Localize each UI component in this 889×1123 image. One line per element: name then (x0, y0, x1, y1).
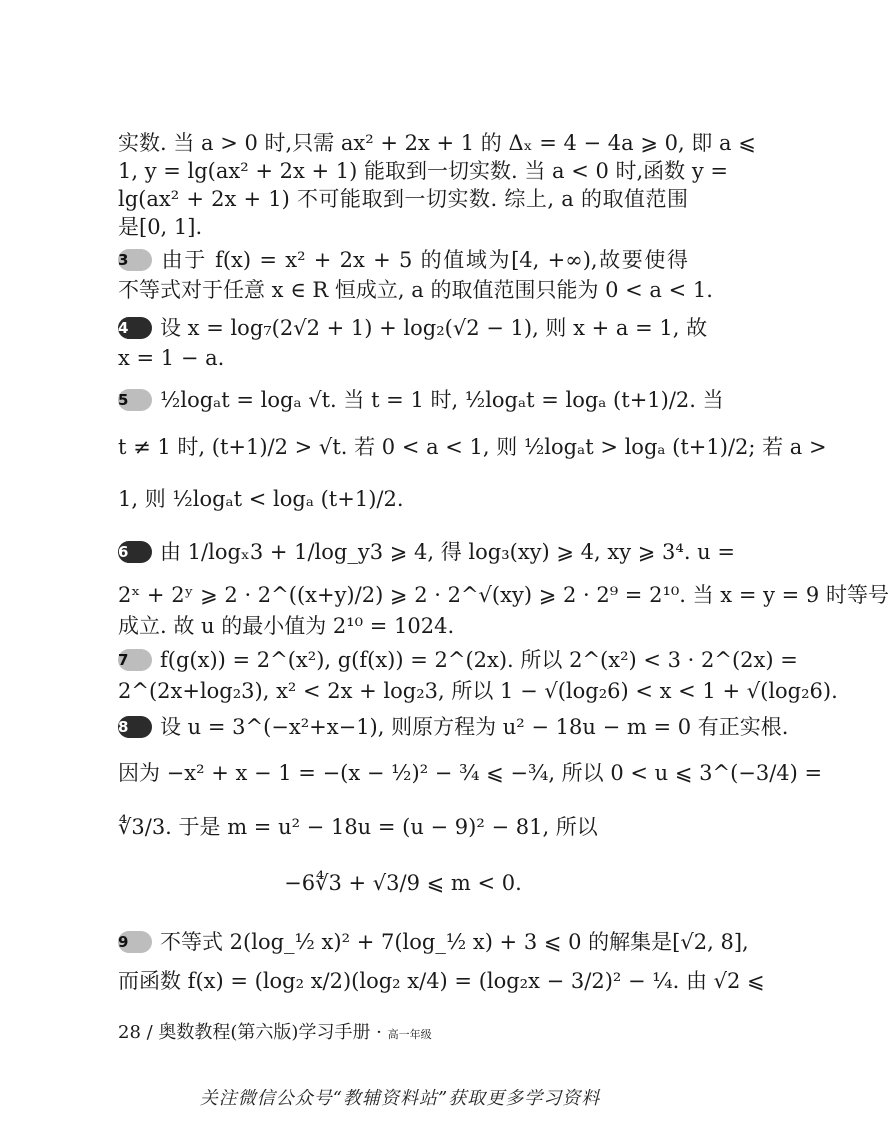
footer-grade: 高一年级 (387, 1028, 432, 1041)
text-line: 1, 则 ½logₐt < logₐ (t+1)/2. (118, 487, 404, 511)
problem-number-badge: 4 (118, 317, 152, 339)
watermark-text: 关注微信公众号“教辅资料站”获取更多学习资料 (199, 1088, 601, 1109)
problem-number-badge: 8 (118, 716, 152, 738)
text-span: ½logₐt = logₐ √t. 当 t = 1 时, ½logₐt = logₐ (t+1)/2. 当 (160, 388, 724, 412)
text-span: 不等式 2(log_½ x)² + 7(log_½ x) + 3 ⩽ 0 的解集是[√2, 8], (160, 930, 749, 954)
text-line: ∜3/3. 于是 m = u² − 18u = (u − 9)² − 81, 所以 (118, 815, 598, 839)
problem-number-badge: 5 (118, 389, 152, 411)
text-line: 成立. 故 u 的最小值为 2¹⁰ = 1024. (118, 614, 455, 638)
text-line: x = 1 − a. (118, 346, 225, 370)
text-span: 由于 f(x) = x² + 2x + 5 的值域为[4, +∞),故要使得 (160, 248, 688, 272)
solution-9-line (118, 927, 749, 957)
display-equation: −6∜3 + √3/9 ⩽ m < 0. (284, 871, 522, 895)
text-line: lg(ax² + 2x + 1) 不可能取到一切实数. 综上, a 的取值范围 (118, 187, 688, 211)
text-line: 因为 −x² + x − 1 = −(x − ½)² − ¾ ⩽ −¾, 所以 0 < u ⩽ 3^(−3/4) = (118, 761, 823, 785)
solution-8-line (118, 712, 789, 742)
text-line: 是[0, 1]. (118, 215, 203, 239)
problem-number-badge: 6 (118, 541, 152, 563)
text-line: 而函数 f(x) = (log₂ x/2)(log₂ x/4) = (log₂x − 3/2)² − ¼. 由 √2 ⩽ (118, 969, 765, 993)
text-line: 1, y = lg(ax² + 2x + 1) 能取到一切实数. 当 a < 0 时,函数 y = (118, 159, 728, 183)
text-line: 不等式对于任意 x ∈ R 恒成立, a 的取值范围只能为 0 < a < 1. (118, 278, 713, 302)
text-span: 由 1/logₓ3 + 1/log_y3 ⩾ 4, 得 log₃(xy) ⩾ 4, xy ⩾ 3⁴. u = (160, 540, 735, 564)
solution-3-line (118, 245, 688, 275)
problem-number-badge: 7 (118, 649, 152, 671)
solution-4-line (118, 313, 708, 343)
footer-title: 28 / 奥数教程(第六版)学习手册 · (118, 1022, 382, 1043)
text-span: f(g(x)) = 2^(x²), g(f(x)) = 2^(2x). 所以 2^(x²) < 3 · 2^(2x) = (160, 648, 798, 672)
problem-number-badge: 9 (118, 931, 152, 953)
text-line: 2^(2x+log₂3), x² < 2x + log₂3, 所以 1 − √(log₂6) < x < 1 + √(log₂6). (118, 679, 838, 703)
text-line: 实数. 当 a > 0 时,只需 ax² + 2x + 1 的 Δₓ = 4 − 4a ⩾ 0, 即 a ⩽ (118, 131, 756, 155)
text-span: 设 x = log₇(2√2 + 1) + log₂(√2 − 1), 则 x + a = 1, 故 (160, 316, 708, 340)
text-line: 2ˣ + 2ʸ ⩾ 2 · 2^((x+y)/2) ⩾ 2 · 2^√(xy) ⩾ 2 · 2⁹ = 2¹⁰. 当 x = y = 9 时等号 (118, 583, 889, 607)
solution-7-line (118, 645, 798, 675)
solution-6-line (118, 537, 735, 567)
solution-5-line (118, 385, 724, 415)
problem-number-badge: 3 (118, 249, 152, 271)
text-line: t ≠ 1 时, (t+1)/2 > √t. 若 0 < a < 1, 则 ½logₐt > logₐ (t+1)/2; 若 a > (118, 435, 827, 459)
text-span: 设 u = 3^(−x²+x−1), 则原方程为 u² − 18u − m = 0 有正实根. (160, 715, 789, 739)
page-footer (118, 1020, 432, 1048)
